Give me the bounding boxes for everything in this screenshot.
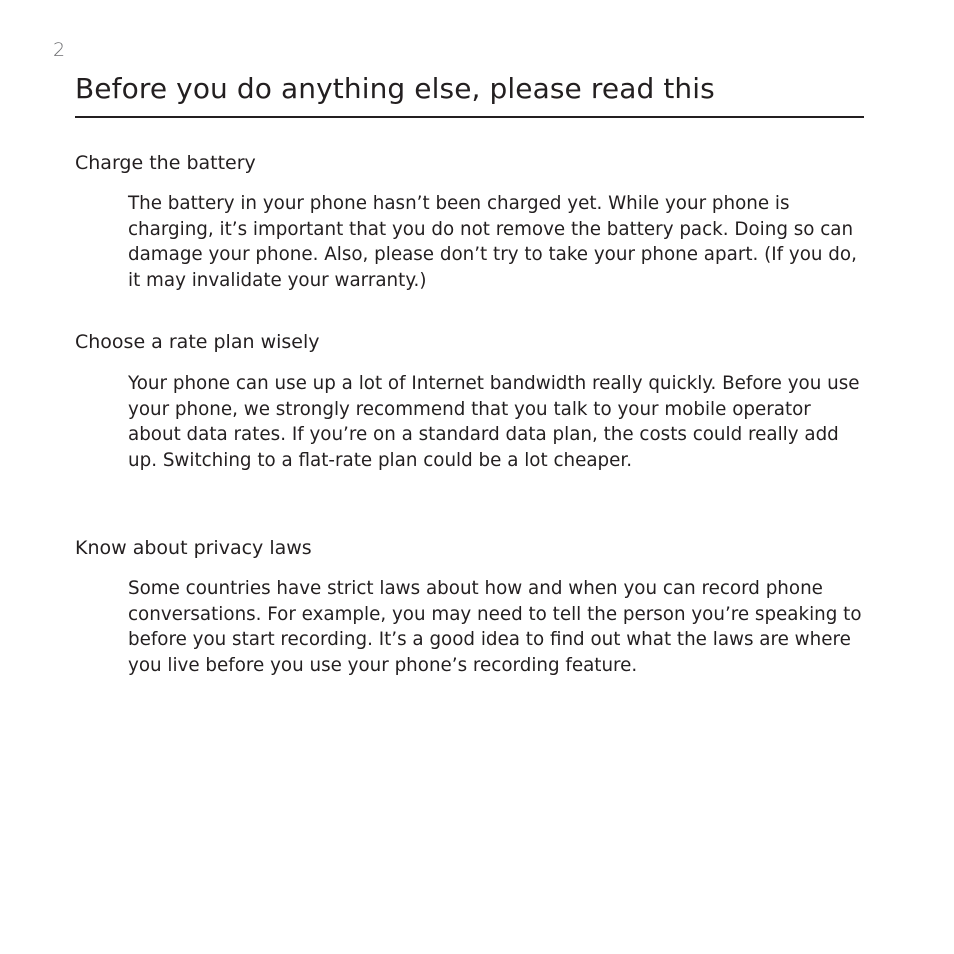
section-body-charge-battery: The battery in your phone hasn’t been charged yet. While your phone is charging, it’s important that you do not remove the battery pack. Doing so can damage your phone. Also, please don’t try to take your phone apart. (If you do, it may invalidate your warranty.) (128, 193, 857, 291)
section-body-rate-plan: Your phone can use up a lot of Internet bandwidth really quickly. Before you use your phone, we strongly recommend that you talk to your mobile operator about data rates. If you’re on a standard data plan, the costs could really add up. Switching to a flat-rate plan could be a lot cheaper. (128, 373, 860, 471)
section-heading-rate-plan: Choose a rate plan wisely (75, 331, 320, 353)
title-rule (75, 116, 864, 118)
section-heading-privacy-laws: Know about privacy laws (75, 537, 312, 559)
section-heading-charge-battery: Charge the battery (75, 152, 256, 174)
page-number: 2 (53, 39, 66, 61)
page-title: Before you do anything else, please read this (75, 72, 715, 105)
section-body-privacy-laws: Some countries have strict laws about how and when you can record phone conversations. For example, you may need to tell the person you’re speaking to before you start recording. It’s a good idea to find out what the laws are where you live before you use your phone’s recording feature. (128, 578, 862, 676)
